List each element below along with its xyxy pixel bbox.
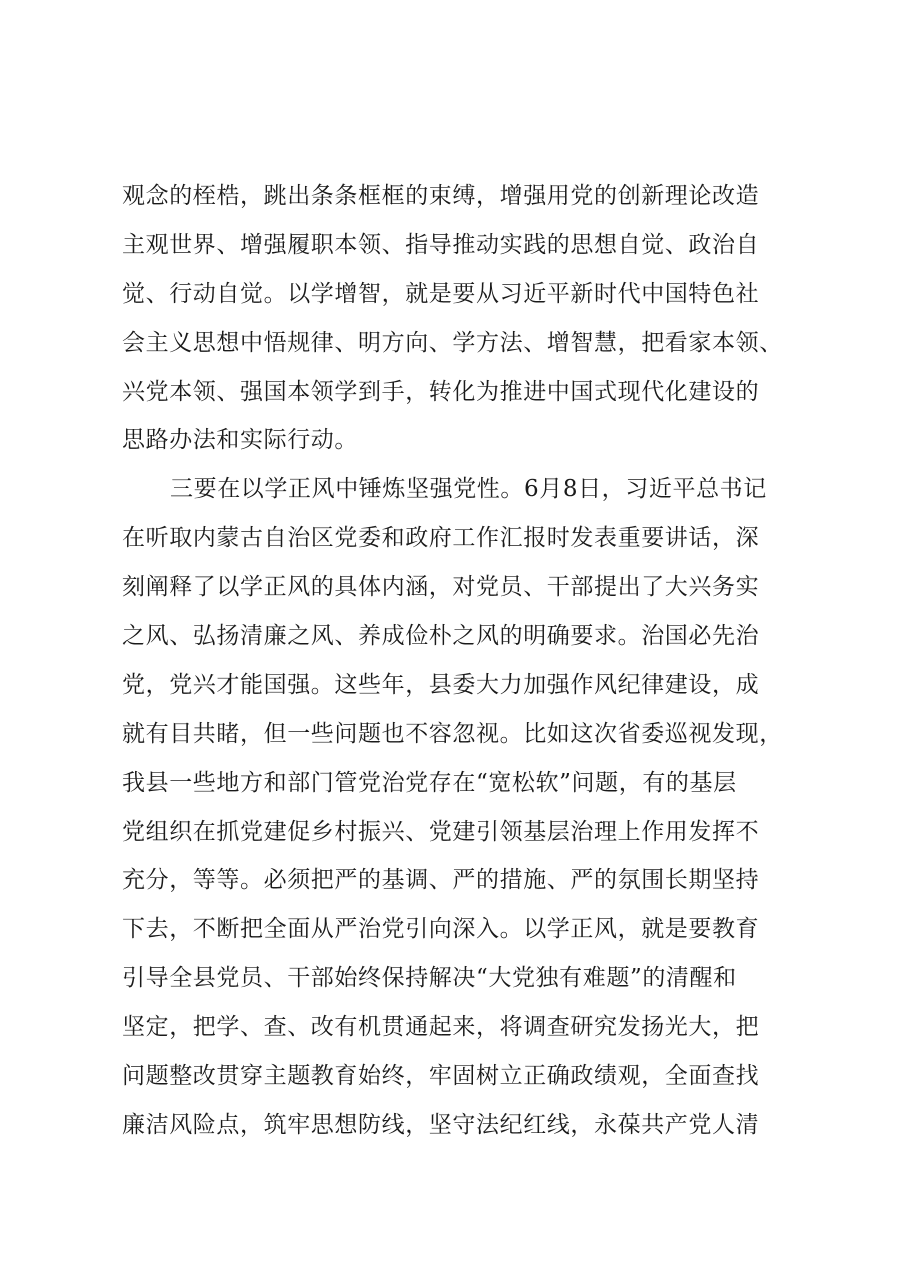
text-line: 下去，不断把全面从严治党引向深入。以学正风，就是要教育	[122, 916, 760, 943]
text-line: 在听取内蒙古自治区党委和政府工作汇报时发表重要讲话，深	[122, 525, 760, 552]
text-line: 主观世界、增强履职本领、指导推动实践的思想自觉、政治自	[122, 231, 760, 258]
text-line: 就有目共睹，但一些问题也不容忽视。比如这次省委巡视发现，	[122, 720, 783, 747]
text-line: 思路办法和实际行动。	[122, 427, 358, 454]
paragraph-start-line: 三要在以学正风中锤炼坚强党性。6月8日，习近平总书记	[170, 476, 767, 503]
text-line: 引导全县党员、干部始终保持解决“大党独有难题”的清醒和	[122, 965, 737, 992]
text-line: 观念的桎梏，跳出条条框框的束缚，增强用党的创新理论改造	[122, 183, 760, 209]
text-line: 廉洁风险点，筑牢思想防线，坚守法纪红线，永葆共产党人清	[122, 1111, 760, 1138]
text-line: 兴党本领、强国本领学到手，转化为推进中国式现代化建设的	[122, 378, 760, 405]
text-line: 我县一些地方和部门管党治党存在“宽松软”问题，有的基层	[122, 769, 737, 796]
text-line: 党组织在抓党建促乡村振兴、党建引领基层治理上作用发挥不	[122, 818, 760, 845]
text-line: 刻阐释了以学正风的具体内涵，对党员、干部提出了大兴务实	[122, 574, 760, 601]
text-line: 坚定，把学、查、改有机贯通起来，将调查研究发扬光大，把	[122, 1014, 760, 1041]
text-line: 会主义思想中悟规律、明方向、学方法、增智慧，把看家本领、	[122, 329, 783, 356]
text-line: 之风、弘扬清廉之风、养成俭朴之风的明确要求。治国必先治	[122, 623, 760, 650]
text-line: 觉、行动自觉。以学增智，就是要从习近平新时代中国特色社	[122, 280, 760, 307]
text-line: 问题整改贯穿主题教育始终，牢固树立正确政绩观，全面查找	[122, 1063, 760, 1090]
body-text	[122, 172, 802, 1150]
text-line: 充分，等等。必须把严的基调、严的措施、严的氛围长期坚持	[122, 867, 760, 894]
text-line: 党，党兴才能国强。这些年，县委大力加强作风纪律建设，成	[122, 671, 760, 698]
